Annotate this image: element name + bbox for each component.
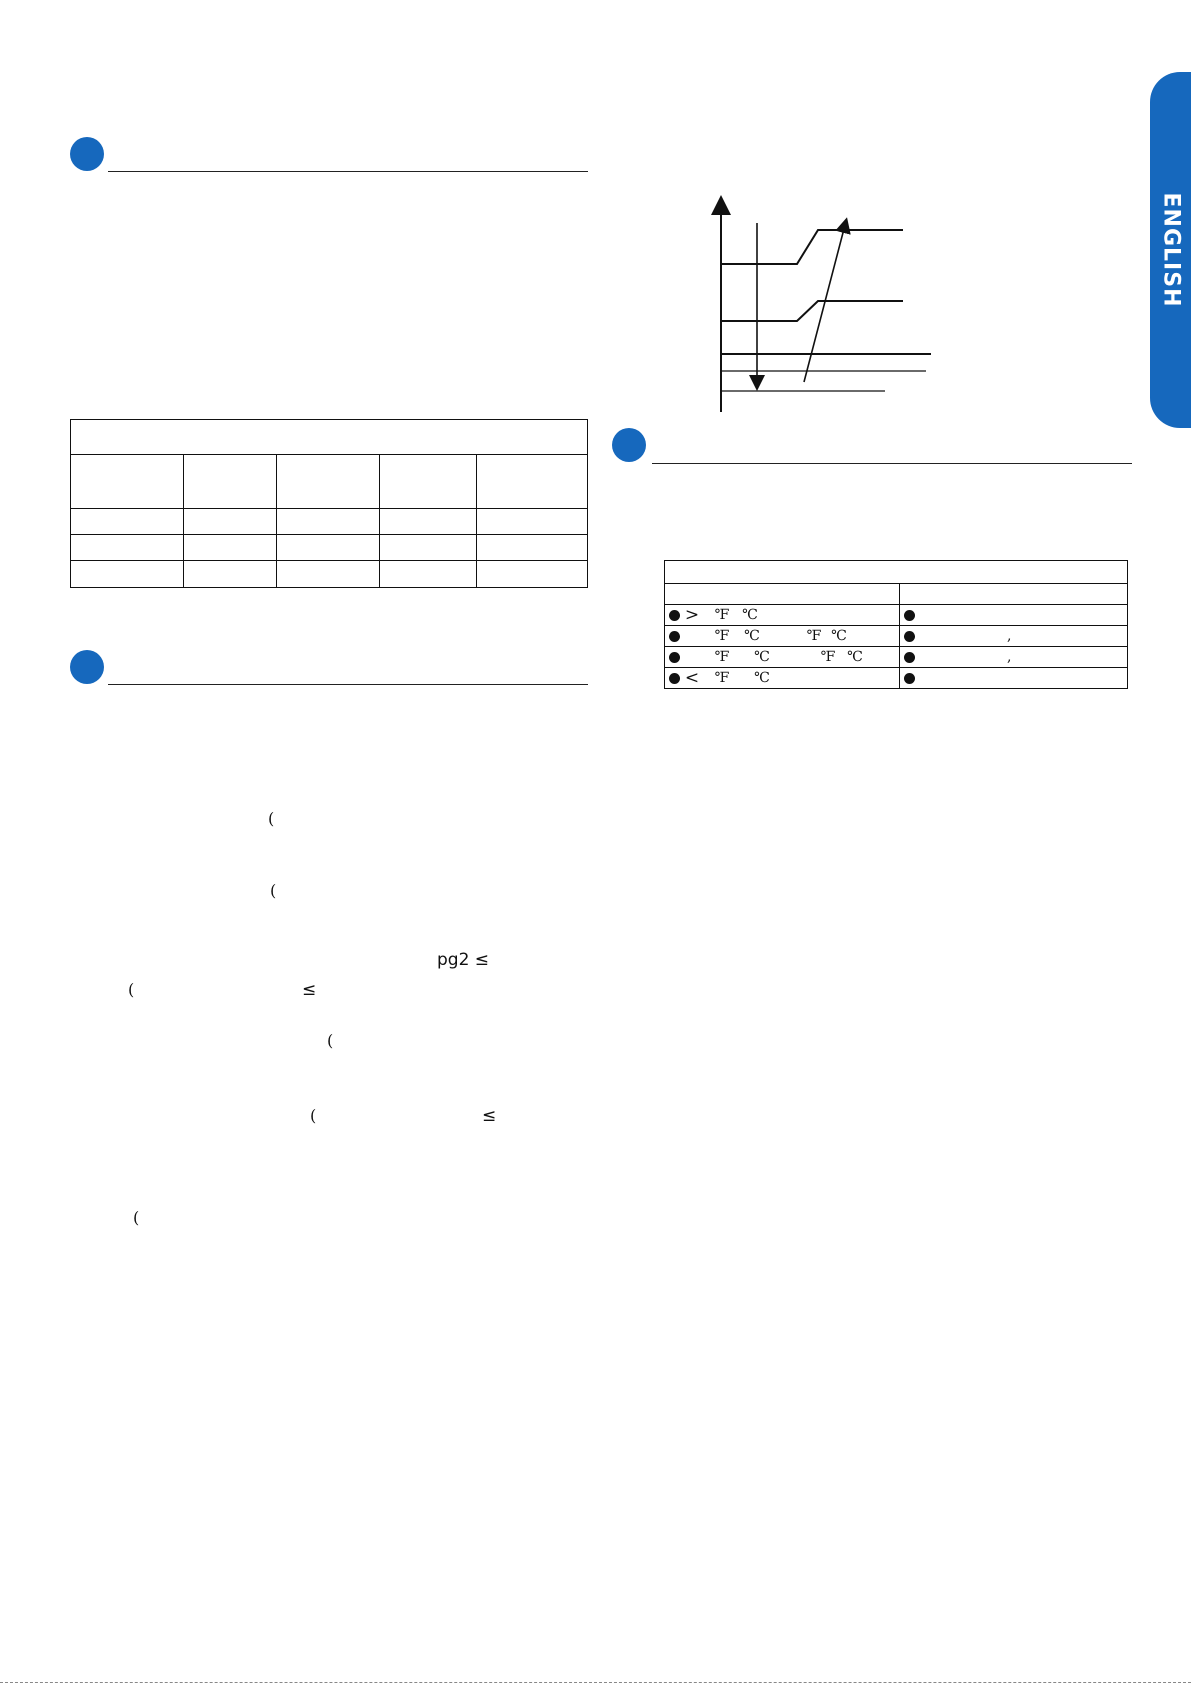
temp-unit-f: ℉ (714, 670, 730, 686)
bullet-icon (669, 652, 680, 663)
table-cell (184, 561, 277, 588)
table-cell (71, 455, 184, 509)
table-row (71, 535, 588, 561)
table-cell (477, 535, 588, 561)
table-cell (277, 561, 380, 588)
table-cell (184, 455, 277, 509)
table-cell (380, 561, 477, 588)
table-cell (184, 509, 277, 535)
text-fragment: ≤ (482, 1106, 497, 1126)
table-cell (71, 509, 184, 535)
bullet-icon (669, 631, 680, 642)
temp-unit-f: ℉ (820, 649, 836, 665)
control-diagram (700, 195, 940, 415)
table-row (71, 509, 588, 535)
spec-table (70, 419, 588, 588)
table-cell (277, 509, 380, 535)
table-row (665, 668, 1128, 689)
temp-unit-f: ℉ (714, 649, 730, 665)
table-cell (277, 535, 380, 561)
spec-table-header-row (71, 420, 588, 455)
temp-condition-cell (665, 605, 900, 626)
text-fragment: ( (128, 980, 135, 999)
table-cell (184, 535, 277, 561)
table-cell (380, 455, 477, 509)
table-cell (380, 535, 477, 561)
temp-table-header-cell (665, 584, 900, 605)
section-marker-3 (612, 428, 646, 462)
language-tab[interactable] (1150, 72, 1191, 428)
table-row (665, 605, 1128, 626)
temp-table-header-cell (900, 584, 1128, 605)
text-fragment: ( (310, 1106, 317, 1125)
table-cell (477, 561, 588, 588)
text-fragment: ( (133, 1208, 140, 1227)
language-tab-label: ENGLISH (1158, 192, 1183, 308)
page-bottom-edge (0, 1682, 1191, 1683)
diagram-diagonal-arrow (804, 225, 845, 382)
bullet-icon (904, 673, 915, 684)
temp-action-cell (900, 647, 1128, 668)
table-cell (71, 561, 184, 588)
temp-unit-f: ℉ (806, 628, 822, 644)
bullet-icon (904, 652, 915, 663)
text-fragment: pg2 ≤ (437, 950, 490, 970)
temp-table-header-row (665, 584, 1128, 605)
temp-unit-c: ℃ (742, 607, 758, 623)
temp-op: < (684, 668, 700, 688)
table-cell (477, 509, 588, 535)
section-rule-3 (652, 463, 1132, 464)
bullet-icon (669, 610, 680, 621)
text-fragment: ( (268, 809, 275, 828)
temp-table-title-row (665, 561, 1128, 584)
temp-unit-c: ℃ (754, 670, 770, 686)
section-marker-2 (70, 650, 104, 684)
comma-mark: , (1007, 649, 1012, 665)
temp-unit-f: ℉ (714, 628, 730, 644)
bullet-icon (904, 610, 915, 621)
temp-unit-c: ℃ (744, 628, 760, 644)
table-cell (277, 455, 380, 509)
table-row (71, 561, 588, 588)
temp-unit-c: ℃ (847, 649, 863, 665)
bullet-icon (669, 673, 680, 684)
comma-mark: , (1007, 628, 1012, 644)
temp-unit-f: ℉ (714, 607, 730, 623)
bullet-icon (904, 631, 915, 642)
diagram-middle-curve (721, 301, 903, 321)
temp-condition-cell (665, 647, 900, 668)
section-rule-2 (108, 684, 588, 685)
spec-table-title-cell (71, 420, 588, 455)
temp-action-cell (900, 605, 1128, 626)
text-fragment: ( (270, 881, 277, 900)
diagram-upper-curve (721, 230, 903, 264)
table-cell (380, 509, 477, 535)
text-fragment: ( (327, 1031, 334, 1050)
table-row (665, 626, 1128, 647)
table-cell (477, 455, 588, 509)
temp-table-title-cell (665, 561, 1128, 584)
temp-condition-cell (665, 668, 900, 689)
table-cell (71, 535, 184, 561)
temp-unit-c: ℃ (754, 649, 770, 665)
temp-unit-c: ℃ (831, 628, 847, 644)
table-row (665, 647, 1128, 668)
temperature-table (664, 560, 1128, 689)
temp-op: > (684, 605, 700, 625)
text-fragment: ≤ (302, 980, 317, 1000)
section-marker-1 (70, 137, 104, 171)
temp-action-cell (900, 626, 1128, 647)
spec-table-colhead-row (71, 455, 588, 509)
temp-action-cell (900, 668, 1128, 689)
section-rule-1 (108, 171, 588, 172)
temp-condition-cell (665, 626, 900, 647)
